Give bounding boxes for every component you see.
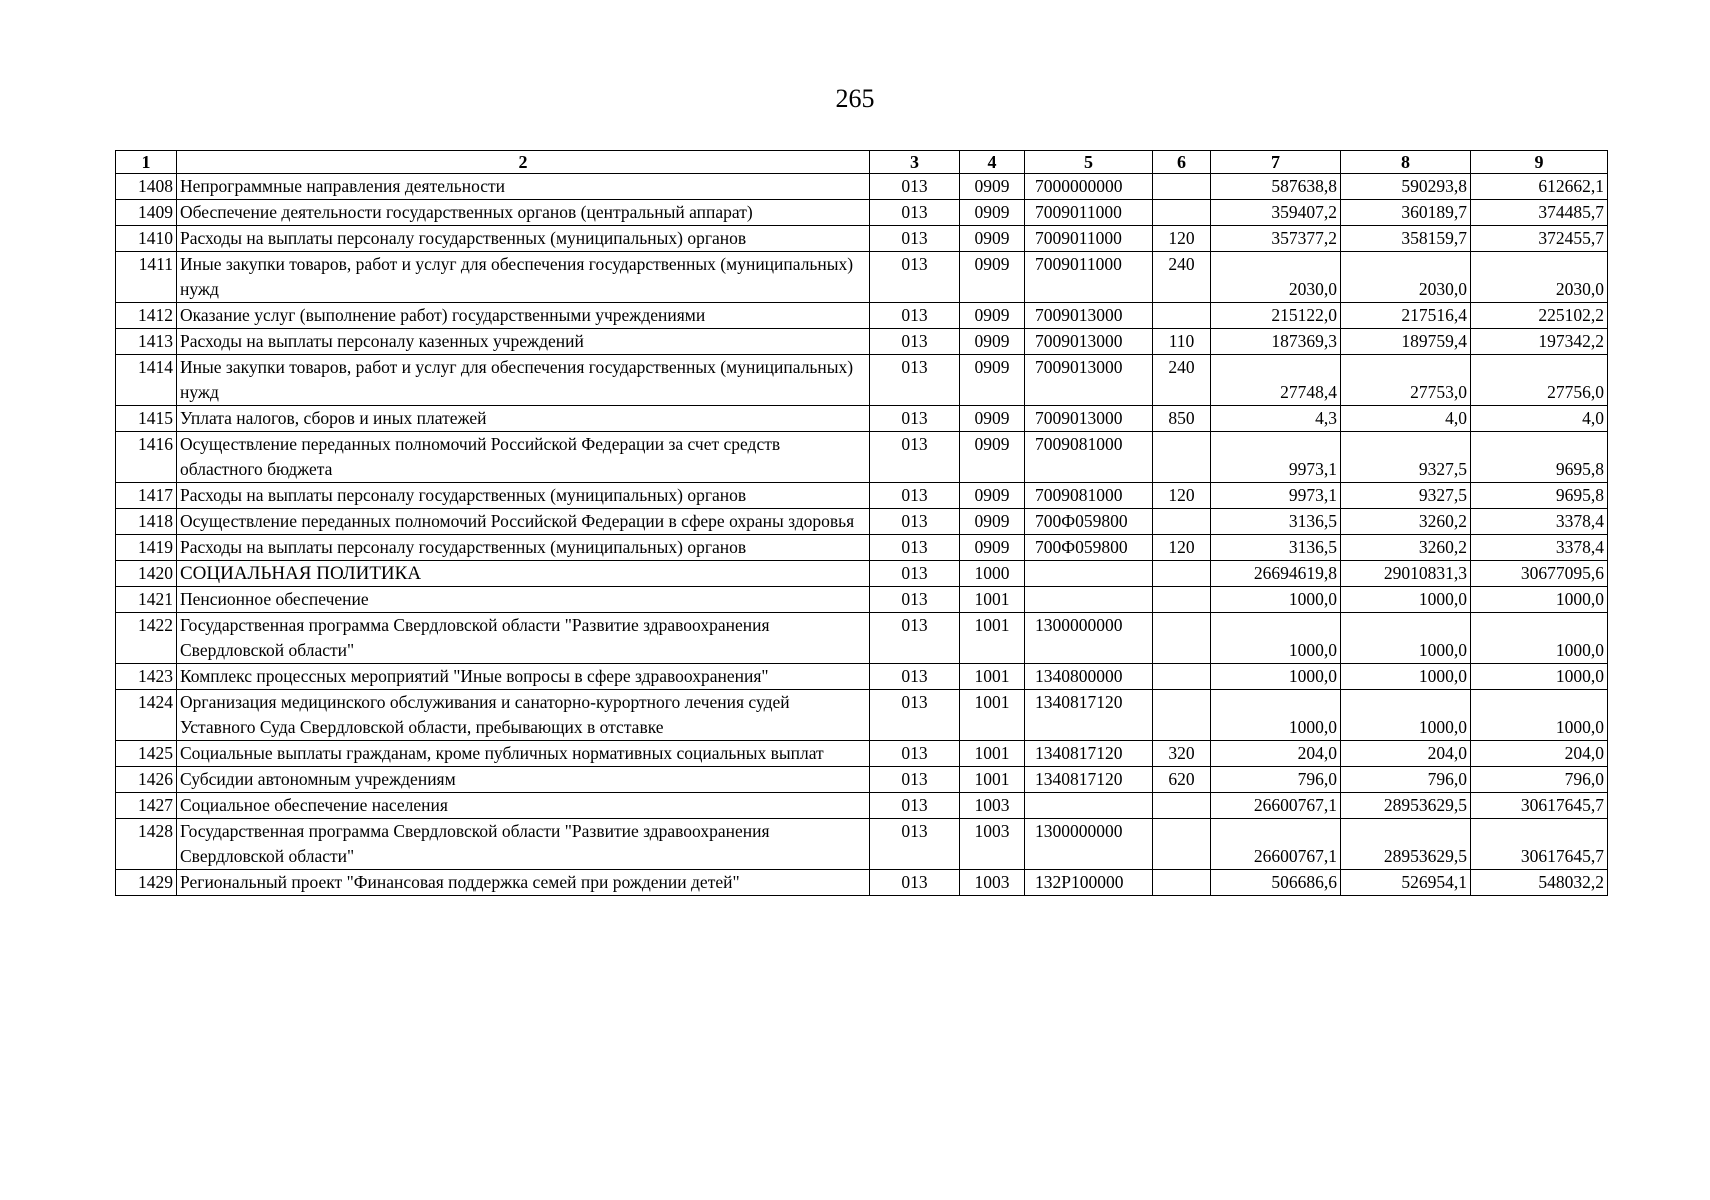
table-row [116, 613, 1608, 664]
column-header-1: 1 [116, 151, 177, 174]
target-code-cell: 7009011000 [1025, 252, 1153, 303]
ministry-code-cell: 013 [870, 483, 960, 509]
target-code-cell: 700Ф059800 [1025, 509, 1153, 535]
value-col8-cell: 28953629,5 [1341, 819, 1471, 870]
target-code-cell: 1300000000 [1025, 819, 1153, 870]
section-code-cell: 0909 [960, 329, 1025, 355]
ministry-code-cell: 013 [870, 252, 960, 303]
value-col7-cell: 2030,0 [1211, 252, 1341, 303]
budget-table [115, 150, 1608, 896]
expense-type-cell: 240 [1153, 252, 1211, 303]
page-number: 265 [835, 84, 875, 113]
target-code-cell: 7009013000 [1025, 355, 1153, 406]
row-name-cell: Государственная программа Свердловской области "Развитие здравоохранения Свердловской области" [177, 819, 870, 870]
row-name-cell: Государственная программа Свердловской области "Развитие здравоохранения Свердловской области" [177, 613, 870, 664]
expense-type-cell [1153, 561, 1211, 587]
table-row [116, 664, 1608, 690]
row-name-cell: СОЦИАЛЬНАЯ ПОЛИТИКА [177, 561, 870, 587]
section-code-cell: 0909 [960, 200, 1025, 226]
ministry-code-cell: 013 [870, 587, 960, 613]
value-col7-cell: 27748,4 [1211, 355, 1341, 406]
expense-type-cell: 240 [1153, 355, 1211, 406]
section-code-cell: 1001 [960, 741, 1025, 767]
row-name-cell: Уплата налогов, сборов и иных платежей [177, 406, 870, 432]
section-code-cell: 1001 [960, 613, 1025, 664]
table-row [116, 174, 1608, 200]
row-number-cell: 1427 [116, 793, 177, 819]
row-number-cell: 1423 [116, 664, 177, 690]
value-col7-cell: 26694619,8 [1211, 561, 1341, 587]
row-name-cell: Расходы на выплаты персоналу казенных учреждений [177, 329, 870, 355]
value-col7-cell: 3136,5 [1211, 535, 1341, 561]
value-col7-cell: 1000,0 [1211, 587, 1341, 613]
row-number-cell: 1420 [116, 561, 177, 587]
value-col7-cell: 796,0 [1211, 767, 1341, 793]
section-code-cell: 0909 [960, 174, 1025, 200]
value-col8-cell: 3260,2 [1341, 535, 1471, 561]
target-code-cell: 132Р100000 [1025, 870, 1153, 896]
table-row [116, 483, 1608, 509]
value-col7-cell: 26600767,1 [1211, 819, 1341, 870]
row-name-cell: Расходы на выплаты персоналу государственных (муниципальных) органов [177, 226, 870, 252]
row-name-cell: Организация медицинского обслуживания и санаторно-курортного лечения судей Уставного Суда Свердловской области, пребывающих в отставке [177, 690, 870, 741]
row-number-cell: 1417 [116, 483, 177, 509]
table-row [116, 329, 1608, 355]
value-col8-cell: 1000,0 [1341, 613, 1471, 664]
section-code-cell: 1001 [960, 767, 1025, 793]
value-col8-cell: 526954,1 [1341, 870, 1471, 896]
table-row [116, 355, 1608, 406]
column-header-6: 6 [1153, 151, 1211, 174]
column-header-8: 8 [1341, 151, 1471, 174]
row-name-cell: Расходы на выплаты персоналу государственных (муниципальных) органов [177, 483, 870, 509]
column-header-9: 9 [1471, 151, 1608, 174]
target-code-cell: 700Ф059800 [1025, 535, 1153, 561]
row-name-cell: Непрограммные направления деятельности [177, 174, 870, 200]
table-row [116, 767, 1608, 793]
value-col8-cell: 9327,5 [1341, 432, 1471, 483]
row-number-cell: 1414 [116, 355, 177, 406]
row-number-cell: 1421 [116, 587, 177, 613]
expense-type-cell: 320 [1153, 741, 1211, 767]
target-code-cell: 1340817120 [1025, 767, 1153, 793]
expense-type-cell: 620 [1153, 767, 1211, 793]
row-name-cell: Осуществление переданных полномочий Российской Федерации в сфере охраны здоровья [177, 509, 870, 535]
expense-type-cell: 120 [1153, 483, 1211, 509]
row-number-cell: 1409 [116, 200, 177, 226]
expense-type-cell [1153, 613, 1211, 664]
value-col9-cell: 1000,0 [1471, 664, 1608, 690]
target-code-cell: 1340817120 [1025, 690, 1153, 741]
value-col8-cell: 796,0 [1341, 767, 1471, 793]
row-name-cell: Пенсионное обеспечение [177, 587, 870, 613]
value-col8-cell: 9327,5 [1341, 483, 1471, 509]
value-col7-cell: 187369,3 [1211, 329, 1341, 355]
value-col9-cell: 9695,8 [1471, 432, 1608, 483]
value-col8-cell: 29010831,3 [1341, 561, 1471, 587]
row-number-cell: 1410 [116, 226, 177, 252]
section-code-cell: 0909 [960, 432, 1025, 483]
row-number-cell: 1429 [116, 870, 177, 896]
ministry-code-cell: 013 [870, 174, 960, 200]
value-col8-cell: 1000,0 [1341, 587, 1471, 613]
row-name-cell: Комплекс процессных мероприятий "Иные вопросы в сфере здравоохранения" [177, 664, 870, 690]
row-name-cell: Социальные выплаты гражданам, кроме публичных нормативных социальных выплат [177, 741, 870, 767]
expense-type-cell [1153, 587, 1211, 613]
table-row [116, 535, 1608, 561]
expense-type-cell [1153, 509, 1211, 535]
value-col8-cell: 360189,7 [1341, 200, 1471, 226]
value-col7-cell: 1000,0 [1211, 613, 1341, 664]
row-name-cell: Расходы на выплаты персоналу государственных (муниципальных) органов [177, 535, 870, 561]
value-col7-cell: 9973,1 [1211, 483, 1341, 509]
row-name-cell: Обеспечение деятельности государственных органов (центральный аппарат) [177, 200, 870, 226]
value-col8-cell: 27753,0 [1341, 355, 1471, 406]
value-col7-cell: 359407,2 [1211, 200, 1341, 226]
target-code-cell: 1340800000 [1025, 664, 1153, 690]
column-header-5: 5 [1025, 151, 1153, 174]
row-name-cell: Социальное обеспечение населения [177, 793, 870, 819]
row-name-cell: Осуществление переданных полномочий Российской Федерации за счет средств областного бюджета [177, 432, 870, 483]
value-col9-cell: 374485,7 [1471, 200, 1608, 226]
ministry-code-cell: 013 [870, 303, 960, 329]
value-col7-cell: 587638,8 [1211, 174, 1341, 200]
section-code-cell: 0909 [960, 535, 1025, 561]
ministry-code-cell: 013 [870, 535, 960, 561]
ministry-code-cell: 013 [870, 793, 960, 819]
value-col9-cell: 3378,4 [1471, 509, 1608, 535]
ministry-code-cell: 013 [870, 561, 960, 587]
target-code-cell: 7009013000 [1025, 329, 1153, 355]
value-col7-cell: 9973,1 [1211, 432, 1341, 483]
value-col8-cell: 358159,7 [1341, 226, 1471, 252]
section-code-cell: 0909 [960, 483, 1025, 509]
ministry-code-cell: 013 [870, 432, 960, 483]
value-col8-cell: 4,0 [1341, 406, 1471, 432]
table-row [116, 432, 1608, 483]
value-col7-cell: 215122,0 [1211, 303, 1341, 329]
table-row [116, 870, 1608, 896]
table-row [116, 819, 1608, 870]
target-code-cell: 1340817120 [1025, 741, 1153, 767]
target-code-cell: 7009011000 [1025, 226, 1153, 252]
expense-type-cell: 850 [1153, 406, 1211, 432]
value-col9-cell: 27756,0 [1471, 355, 1608, 406]
value-col7-cell: 204,0 [1211, 741, 1341, 767]
row-number-cell: 1424 [116, 690, 177, 741]
value-col7-cell: 357377,2 [1211, 226, 1341, 252]
ministry-code-cell: 013 [870, 819, 960, 870]
value-col8-cell: 590293,8 [1341, 174, 1471, 200]
table-row [116, 561, 1608, 587]
ministry-code-cell: 013 [870, 509, 960, 535]
row-number-cell: 1418 [116, 509, 177, 535]
row-number-cell: 1412 [116, 303, 177, 329]
section-code-cell: 0909 [960, 252, 1025, 303]
target-code-cell [1025, 561, 1153, 587]
value-col8-cell: 189759,4 [1341, 329, 1471, 355]
expense-type-cell: 120 [1153, 535, 1211, 561]
ministry-code-cell: 013 [870, 226, 960, 252]
value-col9-cell: 204,0 [1471, 741, 1608, 767]
table-row [116, 741, 1608, 767]
ministry-code-cell: 013 [870, 741, 960, 767]
column-header-4: 4 [960, 151, 1025, 174]
value-col9-cell: 4,0 [1471, 406, 1608, 432]
value-col7-cell: 3136,5 [1211, 509, 1341, 535]
target-code-cell [1025, 587, 1153, 613]
section-code-cell: 1001 [960, 664, 1025, 690]
target-code-cell: 7009081000 [1025, 432, 1153, 483]
value-col8-cell: 2030,0 [1341, 252, 1471, 303]
section-code-cell: 1003 [960, 870, 1025, 896]
table-row [116, 793, 1608, 819]
row-number-cell: 1408 [116, 174, 177, 200]
row-name-cell: Субсидии автономным учреждениям [177, 767, 870, 793]
section-code-cell: 1003 [960, 819, 1025, 870]
value-col9-cell: 548032,2 [1471, 870, 1608, 896]
value-col9-cell: 225102,2 [1471, 303, 1608, 329]
row-number-cell: 1413 [116, 329, 177, 355]
table-body [116, 174, 1608, 896]
ministry-code-cell: 013 [870, 329, 960, 355]
table-row [116, 303, 1608, 329]
value-col9-cell: 372455,7 [1471, 226, 1608, 252]
target-code-cell: 7009011000 [1025, 200, 1153, 226]
value-col8-cell: 204,0 [1341, 741, 1471, 767]
ministry-code-cell: 013 [870, 664, 960, 690]
section-code-cell: 0909 [960, 406, 1025, 432]
table-row [116, 226, 1608, 252]
row-number-cell: 1419 [116, 535, 177, 561]
value-col7-cell: 506686,6 [1211, 870, 1341, 896]
value-col9-cell: 30617645,7 [1471, 819, 1608, 870]
row-number-cell: 1411 [116, 252, 177, 303]
section-code-cell: 1001 [960, 690, 1025, 741]
column-header-3: 3 [870, 151, 960, 174]
value-col7-cell: 1000,0 [1211, 690, 1341, 741]
section-code-cell: 0909 [960, 226, 1025, 252]
row-number-cell: 1425 [116, 741, 177, 767]
value-col9-cell: 30677095,6 [1471, 561, 1608, 587]
expense-type-cell: 120 [1153, 226, 1211, 252]
expense-type-cell [1153, 870, 1211, 896]
row-number-cell: 1415 [116, 406, 177, 432]
expense-type-cell [1153, 793, 1211, 819]
row-number-cell: 1422 [116, 613, 177, 664]
value-col9-cell: 3378,4 [1471, 535, 1608, 561]
target-code-cell: 7000000000 [1025, 174, 1153, 200]
value-col9-cell: 30617645,7 [1471, 793, 1608, 819]
value-col8-cell: 28953629,5 [1341, 793, 1471, 819]
table-row [116, 509, 1608, 535]
table-row [116, 690, 1608, 741]
target-code-cell: 1300000000 [1025, 613, 1153, 664]
value-col9-cell: 1000,0 [1471, 587, 1608, 613]
value-col9-cell: 1000,0 [1471, 613, 1608, 664]
ministry-code-cell: 013 [870, 200, 960, 226]
target-code-cell: 7009013000 [1025, 406, 1153, 432]
row-name-cell: Иные закупки товаров, работ и услуг для обеспечения государственных (муниципальных) нужд [177, 355, 870, 406]
row-name-cell: Региональный проект "Финансовая поддержка семей при рождении детей" [177, 870, 870, 896]
value-col8-cell: 1000,0 [1341, 690, 1471, 741]
value-col8-cell: 217516,4 [1341, 303, 1471, 329]
value-col8-cell: 3260,2 [1341, 509, 1471, 535]
ministry-code-cell: 013 [870, 406, 960, 432]
row-number-cell: 1426 [116, 767, 177, 793]
value-col9-cell: 197342,2 [1471, 329, 1608, 355]
section-code-cell: 0909 [960, 303, 1025, 329]
column-header-2: 2 [177, 151, 870, 174]
section-code-cell: 1001 [960, 587, 1025, 613]
value-col7-cell: 4,3 [1211, 406, 1341, 432]
target-code-cell [1025, 793, 1153, 819]
table-row [116, 252, 1608, 303]
expense-type-cell [1153, 819, 1211, 870]
ministry-code-cell: 013 [870, 613, 960, 664]
section-code-cell: 0909 [960, 355, 1025, 406]
row-name-cell: Иные закупки товаров, работ и услуг для обеспечения государственных (муниципальных) нужд [177, 252, 870, 303]
target-code-cell: 7009013000 [1025, 303, 1153, 329]
expense-type-cell [1153, 690, 1211, 741]
target-code-cell: 7009081000 [1025, 483, 1153, 509]
column-header-7: 7 [1211, 151, 1341, 174]
expense-type-cell [1153, 664, 1211, 690]
ministry-code-cell: 013 [870, 690, 960, 741]
value-col9-cell: 796,0 [1471, 767, 1608, 793]
value-col9-cell: 612662,1 [1471, 174, 1608, 200]
section-code-cell: 0909 [960, 509, 1025, 535]
value-col8-cell: 1000,0 [1341, 664, 1471, 690]
expense-type-cell [1153, 432, 1211, 483]
value-col7-cell: 26600767,1 [1211, 793, 1341, 819]
row-number-cell: 1416 [116, 432, 177, 483]
value-col7-cell: 1000,0 [1211, 664, 1341, 690]
expense-type-cell [1153, 174, 1211, 200]
expense-type-cell [1153, 200, 1211, 226]
table-header-row [116, 151, 1608, 174]
row-name-cell: Оказание услуг (выполнение работ) государственными учреждениями [177, 303, 870, 329]
table-row [116, 587, 1608, 613]
expense-type-cell [1153, 303, 1211, 329]
value-col9-cell: 1000,0 [1471, 690, 1608, 741]
value-col9-cell: 9695,8 [1471, 483, 1608, 509]
ministry-code-cell: 013 [870, 870, 960, 896]
expense-type-cell: 110 [1153, 329, 1211, 355]
section-code-cell: 1003 [960, 793, 1025, 819]
table-row [116, 200, 1608, 226]
section-code-cell: 1000 [960, 561, 1025, 587]
value-col9-cell: 2030,0 [1471, 252, 1608, 303]
ministry-code-cell: 013 [870, 767, 960, 793]
ministry-code-cell: 013 [870, 355, 960, 406]
row-number-cell: 1428 [116, 819, 177, 870]
table-row [116, 406, 1608, 432]
